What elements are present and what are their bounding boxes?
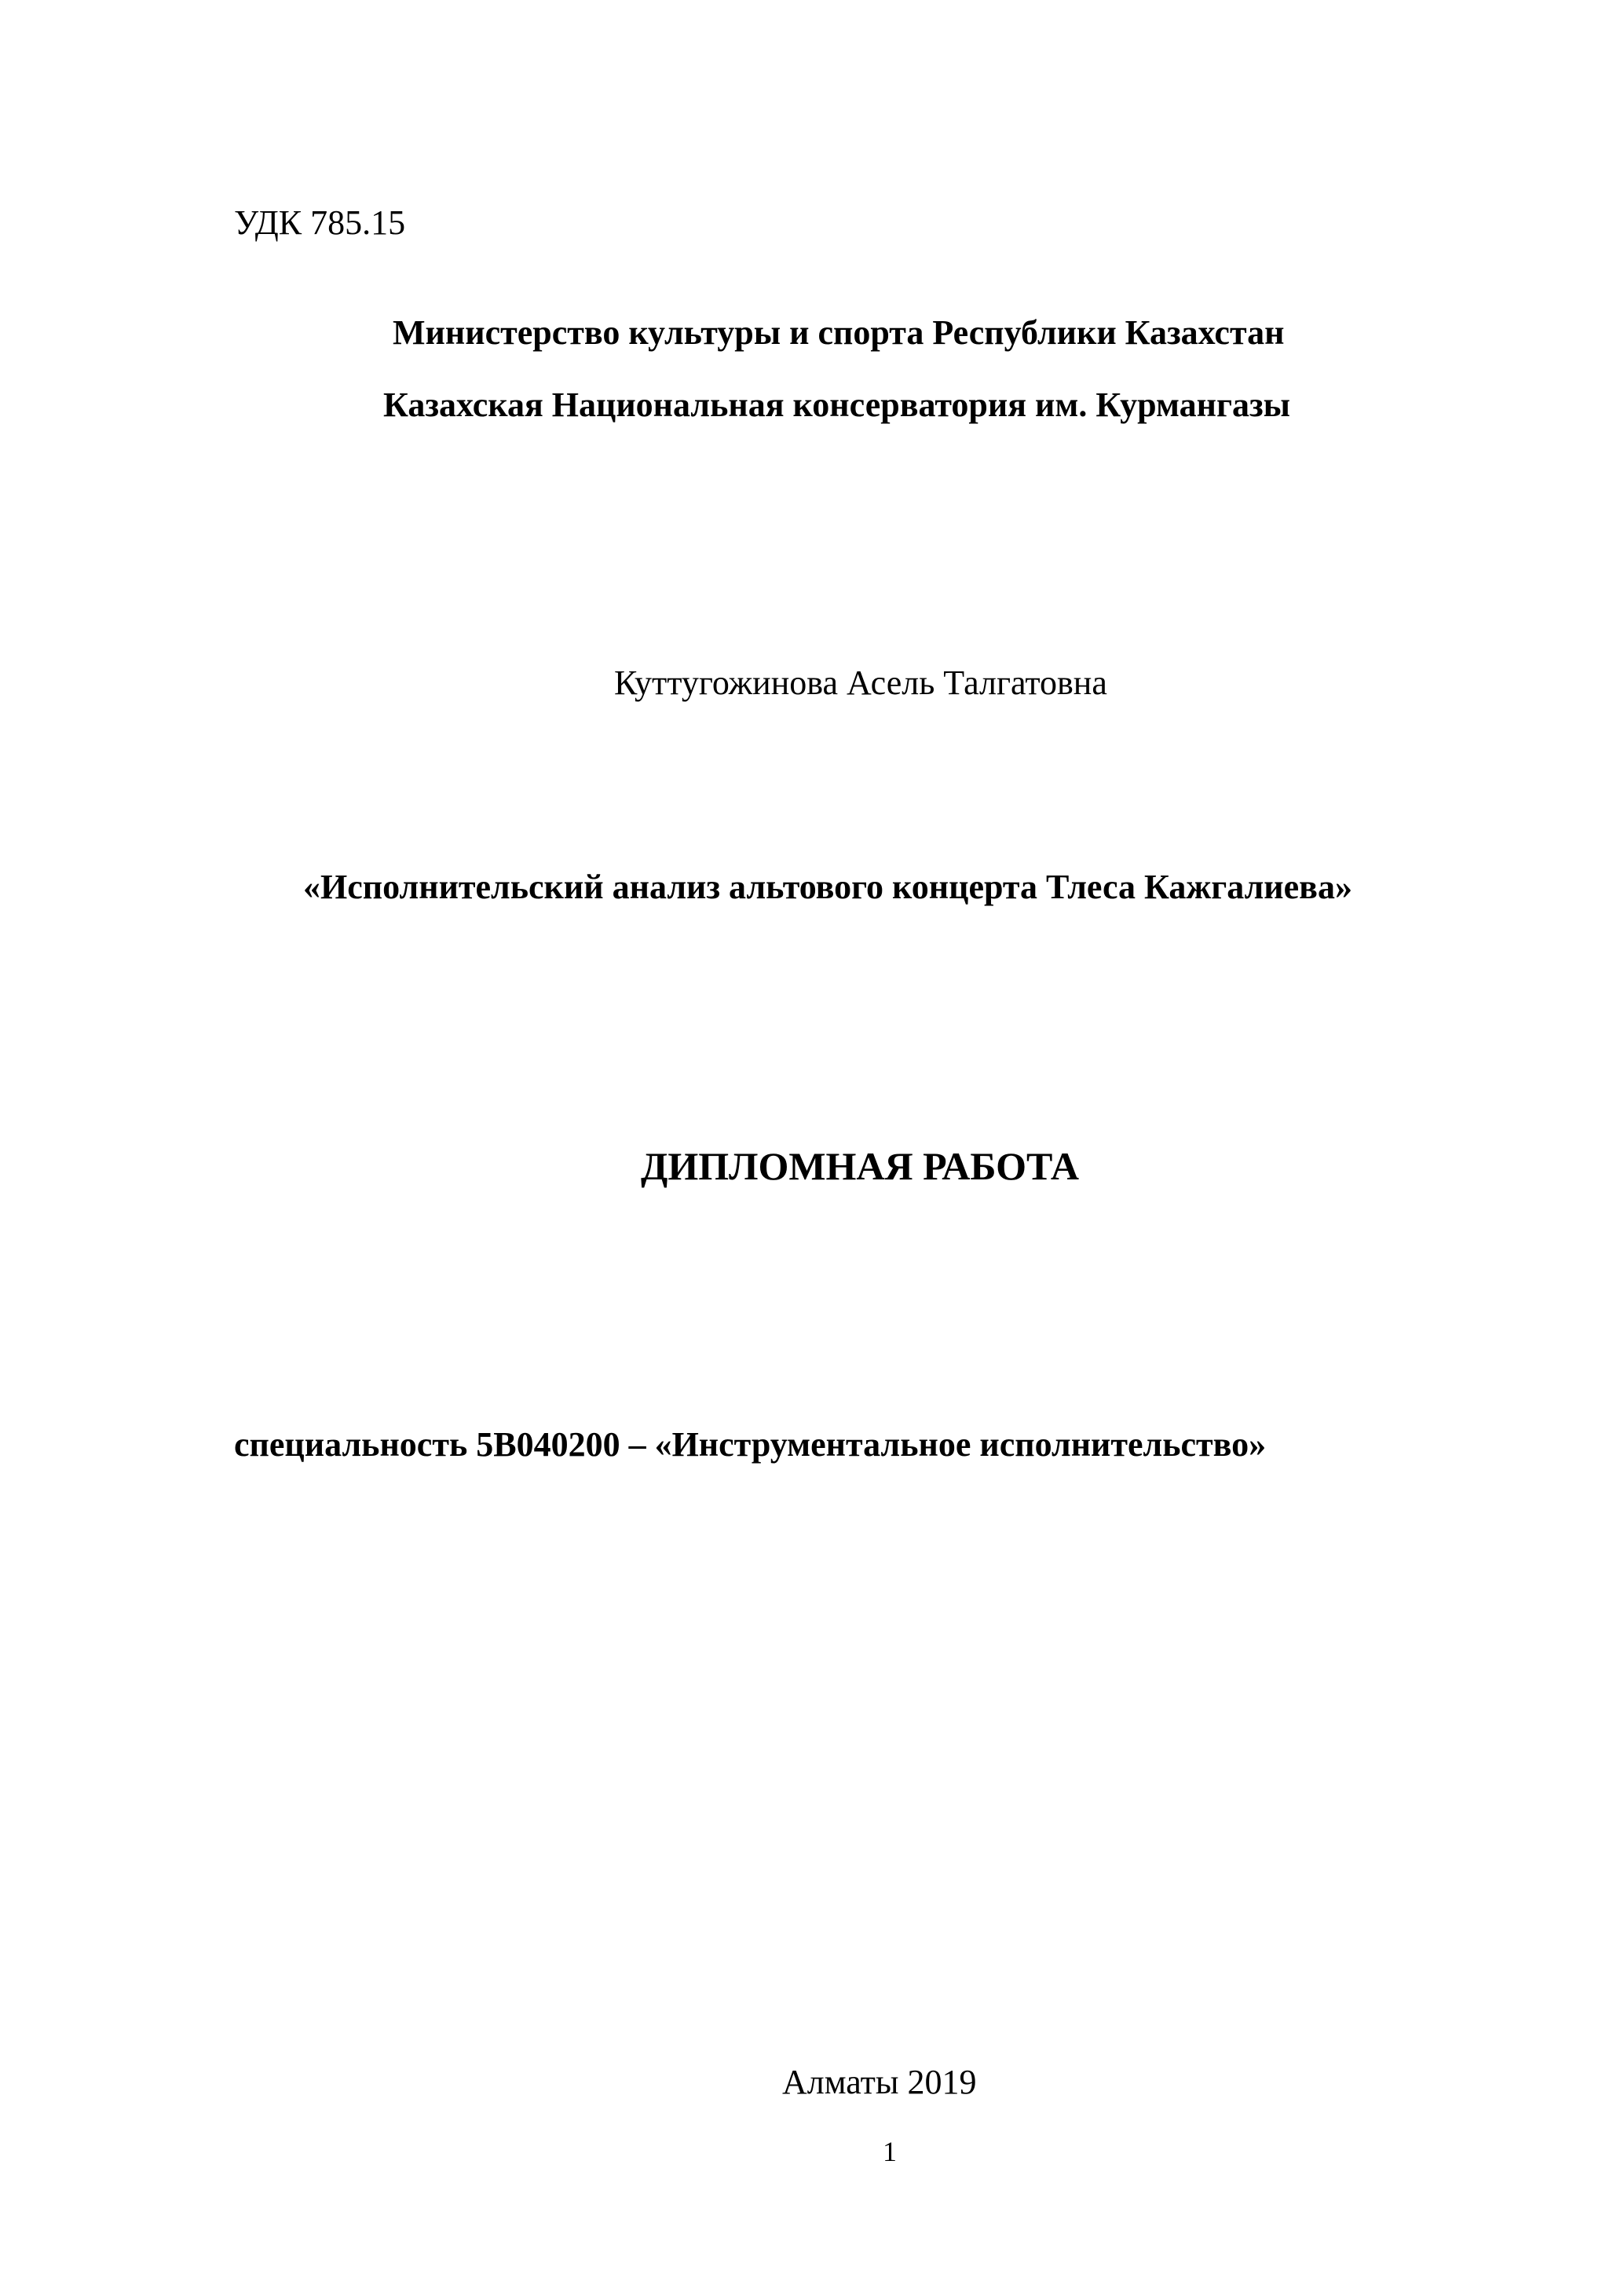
work-type-heading: ДИПЛОМНАЯ РАБОТА <box>641 1144 1079 1188</box>
ministry-name: Министерство культуры и спорта Республики Казахстан <box>393 313 1285 352</box>
specialty-line: специальность 5В040200 – «Инструментальное исполнительство» <box>234 1425 1267 1464</box>
work-title: «Исполнительский анализ альтового концерта Тлеса Кажгалиева» <box>303 868 1352 906</box>
city-year: Алматы 2019 <box>782 2063 977 2101</box>
conservatory-name: Казахская Национальная консерватория им. Курмангазы <box>383 386 1290 424</box>
page-number: 1 <box>883 2136 897 2167</box>
author-name: Куттугожинова Асель Талгатовна <box>614 664 1107 702</box>
udk-code: УДК 785.15 <box>234 203 406 242</box>
